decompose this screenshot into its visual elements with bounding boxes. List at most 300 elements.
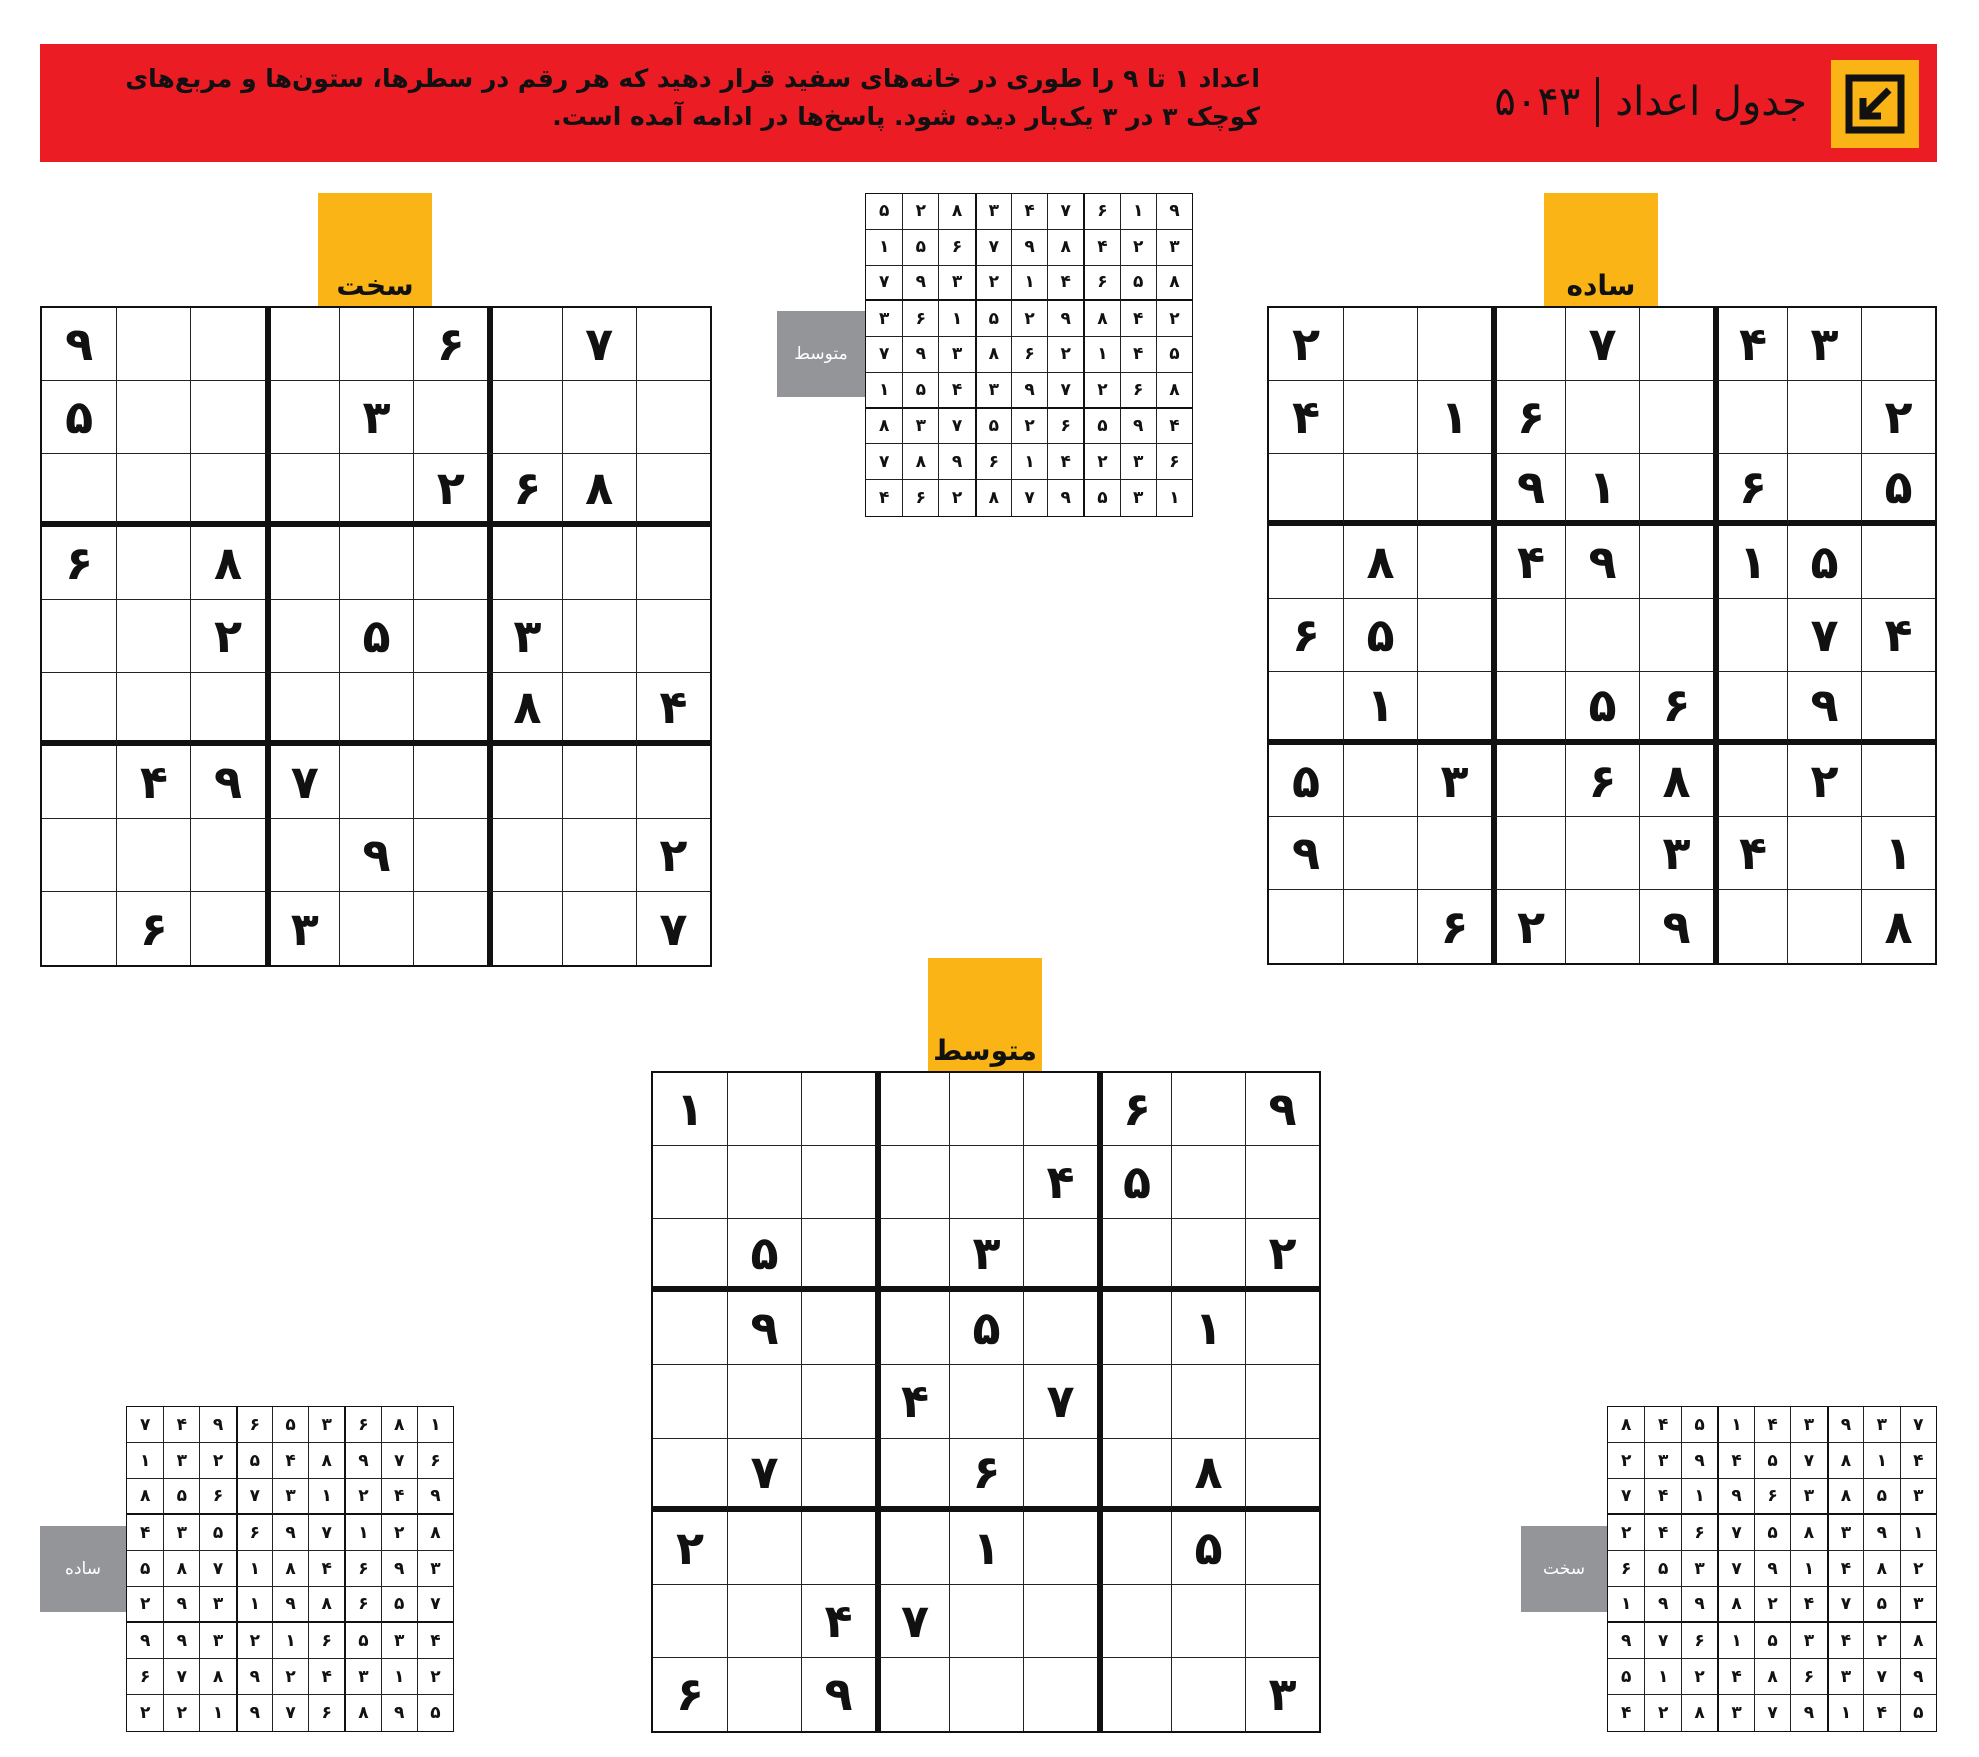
- answer-cell: ۹: [236, 1659, 272, 1695]
- answer-cell: ۷: [866, 337, 902, 373]
- sudoku-cell[interactable]: [636, 381, 710, 454]
- sudoku-cell[interactable]: [413, 746, 487, 819]
- sudoku-cell[interactable]: [636, 308, 710, 381]
- sudoku-cell[interactable]: [1787, 890, 1861, 963]
- answer-easy-tab: ساده: [40, 1526, 126, 1612]
- sudoku-cell[interactable]: [487, 819, 561, 892]
- sudoku-cell[interactable]: [265, 308, 339, 381]
- sudoku-cell[interactable]: [116, 308, 190, 381]
- sudoku-cell: ۹: [727, 1292, 801, 1365]
- sudoku-cell[interactable]: [875, 1658, 949, 1731]
- sudoku-cell: ۷: [1023, 1365, 1097, 1438]
- sudoku-cell[interactable]: [1787, 381, 1861, 454]
- sudoku-cell[interactable]: [727, 1658, 801, 1731]
- sudoku-cell: ۵: [42, 381, 116, 454]
- sudoku-cell[interactable]: [562, 819, 636, 892]
- sudoku-cell[interactable]: [1245, 1365, 1319, 1438]
- sudoku-cell[interactable]: [42, 746, 116, 819]
- sudoku-cell: ۱: [1343, 672, 1417, 745]
- sudoku-cell[interactable]: [339, 454, 413, 527]
- answer-cell: ۷: [938, 409, 974, 445]
- sudoku-cell[interactable]: [727, 1073, 801, 1146]
- sudoku-cell: ۶: [949, 1439, 1023, 1512]
- sudoku-cell[interactable]: [265, 381, 339, 454]
- answer-cell: ۱: [1790, 1551, 1826, 1587]
- answer-cell: ۳: [1863, 1407, 1899, 1443]
- sudoku-cell[interactable]: [1171, 1146, 1245, 1219]
- answer-cell: ۴: [938, 373, 974, 409]
- answer-cell: ۷: [1900, 1407, 1936, 1443]
- sudoku-cell[interactable]: [875, 1146, 949, 1219]
- sudoku-cell[interactable]: [1097, 1219, 1171, 1292]
- answer-cell: ۱: [199, 1695, 235, 1731]
- answer-cell: ۲: [236, 1623, 272, 1659]
- sudoku-cell[interactable]: [1097, 1512, 1171, 1585]
- sudoku-cell[interactable]: [653, 1439, 727, 1512]
- answer-cell: ۳: [1120, 480, 1156, 516]
- sudoku-cell[interactable]: [1097, 1658, 1171, 1731]
- answer-cell: ۲: [163, 1695, 199, 1731]
- sudoku-cell[interactable]: [653, 1585, 727, 1658]
- sudoku-cell[interactable]: [265, 527, 339, 600]
- answer-cell: ۲: [381, 1515, 417, 1551]
- sudoku-cell[interactable]: [949, 1365, 1023, 1438]
- sudoku-cell[interactable]: [562, 600, 636, 673]
- sudoku-cell[interactable]: [801, 1073, 875, 1146]
- answer-cell: ۵: [975, 301, 1011, 337]
- sudoku-cell[interactable]: [1417, 672, 1491, 745]
- sudoku-cell[interactable]: [339, 673, 413, 746]
- sudoku-cell[interactable]: [487, 746, 561, 819]
- sudoku-cell: ۶: [1097, 1073, 1171, 1146]
- answer-cell: ۴: [1863, 1695, 1899, 1731]
- sudoku-cell[interactable]: [413, 527, 487, 600]
- sudoku-cell: ۸: [487, 673, 561, 746]
- sudoku-cell[interactable]: [1023, 1292, 1097, 1365]
- sudoku-cell[interactable]: [1491, 672, 1565, 745]
- answer-cell: ۴: [381, 1479, 417, 1515]
- sudoku-cell[interactable]: [1343, 817, 1417, 890]
- sudoku-cell[interactable]: [1023, 1219, 1097, 1292]
- answer-cell: ۱: [1827, 1695, 1863, 1731]
- sudoku-cell[interactable]: [801, 1512, 875, 1585]
- sudoku-cell[interactable]: [653, 1146, 727, 1219]
- sudoku-medium-grid: [651, 1071, 1321, 1733]
- sudoku-cell[interactable]: [1861, 745, 1935, 818]
- sudoku-cell[interactable]: [339, 527, 413, 600]
- sudoku-cell[interactable]: [1639, 599, 1713, 672]
- sudoku-cell[interactable]: [1639, 526, 1713, 599]
- sudoku-cell[interactable]: [875, 1439, 949, 1512]
- answer-cell: ۵: [866, 194, 902, 230]
- sudoku-cell[interactable]: [42, 892, 116, 965]
- answer-cell: ۲: [1644, 1695, 1680, 1731]
- answer-cell: ۷: [1047, 194, 1083, 230]
- sudoku-cell: ۳: [1639, 817, 1713, 890]
- answer-cell: ۴: [127, 1515, 163, 1551]
- answer-cell: ۱: [308, 1479, 344, 1515]
- answer-cell: ۳: [381, 1623, 417, 1659]
- sudoku-cell: ۶: [1491, 381, 1565, 454]
- sudoku-cell[interactable]: [1417, 454, 1491, 527]
- sudoku-cell[interactable]: [1023, 1073, 1097, 1146]
- answer-cell: ۲: [417, 1659, 453, 1695]
- sudoku-cell[interactable]: [1269, 672, 1343, 745]
- sudoku-cell[interactable]: [1491, 308, 1565, 381]
- sudoku-cell[interactable]: [1343, 745, 1417, 818]
- answer-cell: ۸: [866, 409, 902, 445]
- sudoku-cell[interactable]: [1245, 1585, 1319, 1658]
- sudoku-cell[interactable]: [636, 746, 710, 819]
- sudoku-cell: ۶: [1713, 454, 1787, 527]
- answer-cell: ۵: [1900, 1695, 1936, 1731]
- answer-cell: ۱: [417, 1407, 453, 1443]
- sudoku-cell[interactable]: [1245, 1439, 1319, 1512]
- answer-cell: ۷: [1608, 1479, 1644, 1515]
- sudoku-cell: ۲: [190, 600, 264, 673]
- sudoku-cell[interactable]: [116, 454, 190, 527]
- sudoku-cell[interactable]: [339, 746, 413, 819]
- answer-cell: ۳: [417, 1551, 453, 1587]
- sudoku-cell[interactable]: [1023, 1439, 1097, 1512]
- sudoku-cell[interactable]: [1269, 526, 1343, 599]
- sudoku-cell[interactable]: [801, 1439, 875, 1512]
- sudoku-cell[interactable]: [1269, 454, 1343, 527]
- answer-cell: ۸: [1047, 230, 1083, 266]
- sudoku-cell[interactable]: [42, 454, 116, 527]
- answer-cell: ۱: [1156, 480, 1192, 516]
- sudoku-cell: ۳: [339, 381, 413, 454]
- answer-cell: ۹: [1156, 194, 1192, 230]
- sudoku-cell[interactable]: [190, 454, 264, 527]
- sudoku-cell[interactable]: [727, 1585, 801, 1658]
- answer-cell: ۸: [199, 1659, 235, 1695]
- sudoku-cell: ۴: [116, 746, 190, 819]
- sudoku-cell[interactable]: [1343, 454, 1417, 527]
- sudoku-cell[interactable]: [562, 746, 636, 819]
- answer-cell: ۳: [199, 1587, 235, 1623]
- sudoku-cell[interactable]: [1343, 381, 1417, 454]
- answer-cell: ۱: [1608, 1587, 1644, 1623]
- sudoku-cell: ۷: [1565, 308, 1639, 381]
- sudoku-cell: ۶: [413, 308, 487, 381]
- arrow-down-left-icon: [1845, 74, 1905, 134]
- answer-cell: ۴: [1083, 230, 1119, 266]
- sudoku-cell[interactable]: [1269, 890, 1343, 963]
- sudoku-cell[interactable]: [727, 1512, 801, 1585]
- answer-cell: ۶: [975, 444, 1011, 480]
- sudoku-cell: ۹: [339, 819, 413, 892]
- sudoku-cell[interactable]: [949, 1073, 1023, 1146]
- sudoku-cell[interactable]: [1565, 381, 1639, 454]
- sudoku-cell[interactable]: [1023, 1585, 1097, 1658]
- sudoku-cell[interactable]: [1171, 1585, 1245, 1658]
- sudoku-cell[interactable]: [1023, 1658, 1097, 1731]
- sudoku-cell: ۸: [1861, 890, 1935, 963]
- answer-cell: ۴: [1644, 1479, 1680, 1515]
- sudoku-cell: ۵: [1861, 454, 1935, 527]
- answer-cell: ۴: [163, 1407, 199, 1443]
- answer-cell: ۱: [127, 1443, 163, 1479]
- sudoku-cell[interactable]: [1171, 1365, 1245, 1438]
- answer-cell: ۸: [1790, 1515, 1826, 1551]
- answer-cell: ۶: [938, 230, 974, 266]
- answer-cell: ۶: [902, 301, 938, 337]
- sudoku-cell[interactable]: [727, 1146, 801, 1219]
- sudoku-cell: ۹: [1565, 526, 1639, 599]
- sudoku-cell[interactable]: [653, 1219, 727, 1292]
- sudoku-cell[interactable]: [636, 600, 710, 673]
- answer-cell: ۵: [1754, 1515, 1790, 1551]
- sudoku-cell[interactable]: [116, 381, 190, 454]
- answer-cell: ۶: [236, 1407, 272, 1443]
- sudoku-cell[interactable]: [190, 819, 264, 892]
- answer-cell: ۷: [272, 1695, 308, 1731]
- sudoku-cell[interactable]: [116, 600, 190, 673]
- answer-cell: ۵: [344, 1623, 380, 1659]
- sudoku-cell[interactable]: [116, 819, 190, 892]
- answer-cell: ۶: [1681, 1623, 1717, 1659]
- sudoku-cell: ۹: [190, 746, 264, 819]
- sudoku-cell[interactable]: [413, 600, 487, 673]
- header-banner: [40, 44, 1937, 162]
- answer-cell: ۵: [1083, 480, 1119, 516]
- sudoku-cell[interactable]: [1097, 1292, 1171, 1365]
- sudoku-cell[interactable]: [487, 381, 561, 454]
- sudoku-cell[interactable]: [801, 1146, 875, 1219]
- sudoku-cell: ۷: [636, 892, 710, 965]
- sudoku-cell[interactable]: [1417, 308, 1491, 381]
- answer-cell: ۷: [866, 444, 902, 480]
- sudoku-cell[interactable]: [1639, 308, 1713, 381]
- sudoku-cell[interactable]: [1343, 308, 1417, 381]
- sudoku-cell[interactable]: [949, 1146, 1023, 1219]
- sudoku-cell: ۱: [1861, 817, 1935, 890]
- sudoku-cell: ۱: [949, 1512, 1023, 1585]
- answer-cell: ۸: [1863, 1551, 1899, 1587]
- answer-cell: ۹: [344, 1443, 380, 1479]
- answer-cell: ۱: [1900, 1515, 1936, 1551]
- answer-cell: ۷: [1863, 1659, 1899, 1695]
- sudoku-cell[interactable]: [1245, 1292, 1319, 1365]
- sudoku-cell[interactable]: [413, 673, 487, 746]
- answer-cell: ۹: [1717, 1479, 1753, 1515]
- sudoku-cell[interactable]: [801, 1365, 875, 1438]
- sudoku-cell[interactable]: [1491, 745, 1565, 818]
- sudoku-cell[interactable]: [1787, 817, 1861, 890]
- answer-cell: ۵: [975, 409, 1011, 445]
- answer-cell: ۴: [1717, 1659, 1753, 1695]
- answer-cell: ۶: [199, 1479, 235, 1515]
- sudoku-cell: ۵: [727, 1219, 801, 1292]
- sudoku-cell[interactable]: [636, 454, 710, 527]
- sudoku-cell[interactable]: [1097, 1365, 1171, 1438]
- sudoku-cell[interactable]: [1343, 890, 1417, 963]
- sudoku-cell[interactable]: [1713, 599, 1787, 672]
- answer-cell: ۵: [1863, 1587, 1899, 1623]
- sudoku-cell: ۴: [1491, 526, 1565, 599]
- sudoku-cell[interactable]: [727, 1365, 801, 1438]
- sudoku-cell[interactable]: [1417, 599, 1491, 672]
- answer-cell: ۹: [417, 1479, 453, 1515]
- sudoku-cell[interactable]: [1417, 526, 1491, 599]
- sudoku-cell: ۴: [801, 1585, 875, 1658]
- answer-cell: ۶: [1156, 444, 1192, 480]
- issue-number: ۵۰۴۳: [1494, 79, 1581, 125]
- answer-cell: ۹: [127, 1623, 163, 1659]
- sudoku-cell: ۶: [1565, 745, 1639, 818]
- sudoku-cell[interactable]: [1417, 817, 1491, 890]
- answer-cell: ۴: [1120, 301, 1156, 337]
- answer-cell: ۶: [344, 1587, 380, 1623]
- sudoku-cell[interactable]: [1171, 1073, 1245, 1146]
- sudoku-cell[interactable]: [1097, 1585, 1171, 1658]
- sudoku-cell[interactable]: [949, 1585, 1023, 1658]
- answer-cell: ۸: [1827, 1443, 1863, 1479]
- sudoku-cell[interactable]: [636, 527, 710, 600]
- sudoku-cell[interactable]: [339, 892, 413, 965]
- answer-cell: ۹: [272, 1587, 308, 1623]
- sudoku-cell[interactable]: [1097, 1439, 1171, 1512]
- sudoku-cell[interactable]: [653, 1292, 727, 1365]
- sudoku-cell[interactable]: [1491, 599, 1565, 672]
- sudoku-cell[interactable]: [801, 1292, 875, 1365]
- sudoku-cell[interactable]: [265, 600, 339, 673]
- sudoku-cell[interactable]: [265, 819, 339, 892]
- answer-cell: ۱: [344, 1515, 380, 1551]
- sudoku-cell[interactable]: [875, 1512, 949, 1585]
- sudoku-cell: ۱: [1171, 1292, 1245, 1365]
- answer-cell: ۴: [1156, 409, 1192, 445]
- answer-cell: ۵: [1156, 337, 1192, 373]
- sudoku-cell[interactable]: [190, 381, 264, 454]
- sudoku-hard-grid: [40, 306, 712, 967]
- sudoku-cell[interactable]: [42, 819, 116, 892]
- sudoku-cell: ۳: [949, 1219, 1023, 1292]
- answer-cell: ۵: [1754, 1443, 1790, 1479]
- answer-cell: ۸: [1156, 373, 1192, 409]
- sudoku-cell[interactable]: [1171, 1658, 1245, 1731]
- answer-cell: ۹: [1120, 409, 1156, 445]
- sudoku-cell[interactable]: [116, 527, 190, 600]
- sudoku-cell: ۵: [1269, 745, 1343, 818]
- answer-cell: ۷: [236, 1479, 272, 1515]
- answer-cell: ۸: [308, 1443, 344, 1479]
- sudoku-cell[interactable]: [1171, 1219, 1245, 1292]
- sudoku-cell: ۴: [1713, 308, 1787, 381]
- sudoku-cell[interactable]: [487, 308, 561, 381]
- sudoku-cell[interactable]: [190, 892, 264, 965]
- sudoku-cell[interactable]: [1713, 890, 1787, 963]
- sudoku-cell: ۲: [1861, 381, 1935, 454]
- sudoku-cell[interactable]: [190, 308, 264, 381]
- answer-hard-grid: [1607, 1406, 1937, 1732]
- sudoku-cell[interactable]: [562, 892, 636, 965]
- sudoku-cell: ۳: [265, 892, 339, 965]
- sudoku-cell: ۶: [42, 527, 116, 600]
- sudoku-cell[interactable]: [1639, 381, 1713, 454]
- answer-cell: ۶: [1681, 1515, 1717, 1551]
- answer-cell: ۱: [1681, 1479, 1717, 1515]
- answer-cell: ۶: [236, 1515, 272, 1551]
- sudoku-cell: ۲: [1787, 745, 1861, 818]
- answer-cell: ۲: [1083, 373, 1119, 409]
- answer-cell: ۷: [308, 1515, 344, 1551]
- sudoku-cell[interactable]: [487, 892, 561, 965]
- sudoku-cell[interactable]: [1713, 381, 1787, 454]
- answer-cell: ۷: [1717, 1551, 1753, 1587]
- sudoku-cell: ۱: [1713, 526, 1787, 599]
- sudoku-cell[interactable]: [190, 673, 264, 746]
- sudoku-cell: ۳: [1787, 308, 1861, 381]
- answer-cell: ۴: [1717, 1443, 1753, 1479]
- sudoku-cell[interactable]: [1491, 817, 1565, 890]
- sudoku-cell[interactable]: [1861, 672, 1935, 745]
- answer-easy-grid: [126, 1406, 454, 1732]
- sudoku-cell: ۶: [487, 454, 561, 527]
- answer-cell: ۶: [1120, 373, 1156, 409]
- answer-cell: ۵: [163, 1479, 199, 1515]
- sudoku-cell: ۴: [1269, 381, 1343, 454]
- answer-cell: ۵: [199, 1515, 235, 1551]
- sudoku-cell[interactable]: [1639, 454, 1713, 527]
- sudoku-cell[interactable]: [42, 673, 116, 746]
- sudoku-cell[interactable]: [801, 1219, 875, 1292]
- sudoku-cell[interactable]: [265, 454, 339, 527]
- sudoku-cell[interactable]: [653, 1365, 727, 1438]
- sudoku-cell[interactable]: [949, 1658, 1023, 1731]
- sudoku-cell: ۳: [1417, 745, 1491, 818]
- sudoku-cell[interactable]: [1565, 599, 1639, 672]
- answer-cell: ۷: [163, 1659, 199, 1695]
- sudoku-cell[interactable]: [1713, 745, 1787, 818]
- sudoku-cell[interactable]: [1565, 890, 1639, 963]
- sudoku-cell[interactable]: [562, 381, 636, 454]
- sudoku-cell[interactable]: [562, 527, 636, 600]
- answer-cell: ۳: [1790, 1407, 1826, 1443]
- sudoku-cell[interactable]: [1713, 672, 1787, 745]
- sudoku-cell[interactable]: [413, 892, 487, 965]
- sudoku-cell[interactable]: [413, 819, 487, 892]
- title-separator: [1596, 77, 1599, 127]
- sudoku-cell[interactable]: [1245, 1146, 1319, 1219]
- sudoku-cell: ۷: [1787, 599, 1861, 672]
- sudoku-cell[interactable]: [487, 527, 561, 600]
- sudoku-cell[interactable]: [875, 1073, 949, 1146]
- sudoku-cell[interactable]: [1023, 1512, 1097, 1585]
- answer-cell: ۹: [163, 1623, 199, 1659]
- sudoku-cell[interactable]: [116, 673, 190, 746]
- sudoku-cell[interactable]: [875, 1219, 949, 1292]
- sudoku-cell[interactable]: [1245, 1512, 1319, 1585]
- sudoku-cell[interactable]: [413, 381, 487, 454]
- sudoku-cell: ۷: [562, 308, 636, 381]
- sudoku-cell[interactable]: [875, 1292, 949, 1365]
- answer-cell: ۸: [1083, 301, 1119, 337]
- answer-cell: ۴: [308, 1551, 344, 1587]
- sudoku-cell[interactable]: [339, 308, 413, 381]
- answer-cell: ۵: [417, 1695, 453, 1731]
- sudoku-cell[interactable]: [1861, 308, 1935, 381]
- answer-cell: ۵: [1754, 1623, 1790, 1659]
- sudoku-cell[interactable]: [1565, 817, 1639, 890]
- sudoku-cell: ۵: [949, 1292, 1023, 1365]
- sudoku-cell[interactable]: [265, 673, 339, 746]
- sudoku-cell[interactable]: [42, 600, 116, 673]
- sudoku-cell[interactable]: [562, 673, 636, 746]
- sudoku-cell[interactable]: [1861, 526, 1935, 599]
- sudoku-cell[interactable]: [1787, 454, 1861, 527]
